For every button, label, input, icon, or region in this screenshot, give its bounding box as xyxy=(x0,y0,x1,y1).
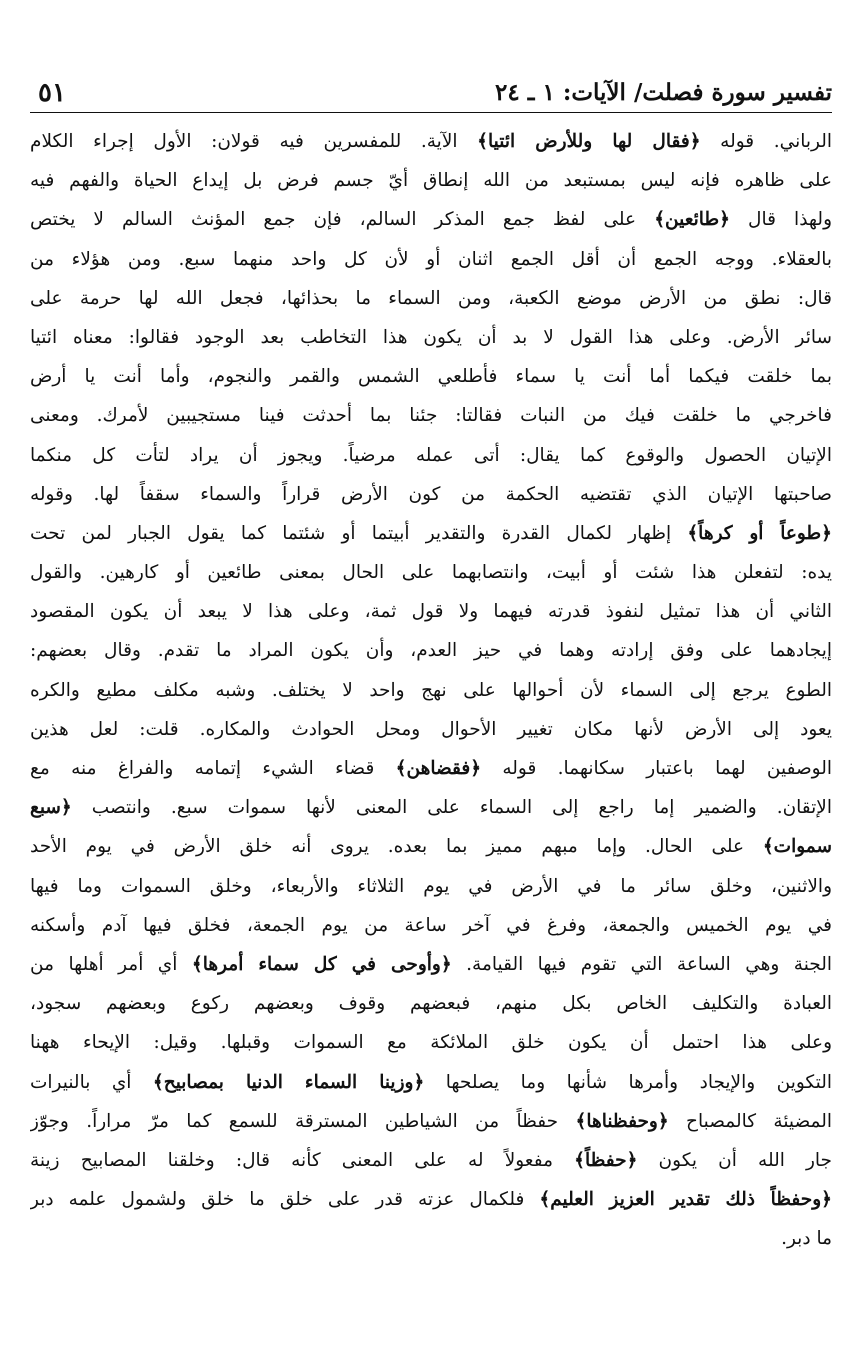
text-run: العبادة والتكليف الخاص بكل منهم، فبعضهم وقوف وبعضهم ركوع وبعضهم سجود، xyxy=(30,993,832,1015)
text-line xyxy=(30,631,832,670)
text-run: وعلى هذا احتمل أن يكون خلق الملائكة مع السموات وقبلها. وقيل: الإيحاء ههنا xyxy=(30,1032,832,1054)
text-line xyxy=(30,827,832,866)
text-run: سائر الأرض. وعلى هذا القول لا بد أن يكون هذا التخاطب بعد الوجود فقالوا: معناه ائتيا xyxy=(30,326,832,348)
text-run: أي أمر أهلها من xyxy=(30,953,192,975)
text-line xyxy=(30,240,832,279)
text-line xyxy=(30,749,832,788)
text-run: والاثنين، وخلق سائر ما في الأرض في يوم الثلاثاء والأربعاء، وخلق السموات وما فيها xyxy=(30,875,832,897)
text-line xyxy=(30,122,832,161)
text-run: التكوين والإيجاد وأمرها شأنها وما يصلحها xyxy=(424,1071,832,1093)
text-line xyxy=(30,592,832,631)
text-run: جار الله أن يكون xyxy=(637,1149,832,1171)
text-run: إيجادهما على وفق إرادته وهما في حيز العدم، وأن يكون المراد ما تقدم. وقال بعضهم: xyxy=(30,640,832,662)
text-run: ولهذا قال xyxy=(729,209,832,231)
text-run: فاخرجي ما خلقت فيك من النبات فقالتا: جئنا بما أحدثت فينا مستجيبين لأمرك. ومعنى xyxy=(30,405,832,427)
text-line xyxy=(30,161,832,200)
text-line xyxy=(30,553,832,592)
text-run: المضيئة كالمصباح xyxy=(668,1110,832,1132)
text-run: فلكمال عزته قدر على خلق ما خلق ولشمول علمه دبر xyxy=(30,1189,540,1211)
body-text xyxy=(30,122,832,1258)
text-run: الإتقان. والضمير إما راجع إلى السماء على المعنى لأنها سموات سبع. وانتصب xyxy=(71,797,832,819)
quran-quote: ﴿طائعين﴾ xyxy=(654,209,730,231)
quran-quote: ﴿حفظاً﴾ xyxy=(574,1149,638,1171)
text-line xyxy=(30,318,832,357)
text-run: الرباني. قوله xyxy=(700,131,832,152)
text-run: على ظاهره فإنه ليس بمستبعد من الله إنطاق أيّ جسم فرض بل إيداع الحياة والفهم فيه xyxy=(30,170,832,192)
page-header xyxy=(30,76,832,113)
text-line xyxy=(30,1063,832,1102)
text-run: بالعقلاء. ووجه الجمع أن أقل الجمع اثنان أو لأن كل واحد منهما سبع. ومن هؤلاء من xyxy=(30,248,832,270)
text-run: صاحبتها الإتيان الذي تقتضيه الحكمة من كون الأرض قراراً والسماء سقفاً لها. وقوله xyxy=(30,483,832,505)
text-run: بما خلقت فيكما أما أنت يا سماء فأطلعي الشمس والقمر والنجوم، وأما أنت يا أرض xyxy=(30,366,832,388)
text-line xyxy=(30,671,832,710)
text-run: الطوع يرجع إلى السماء لأن أحوالها على نهج واحد لا يختلف. وشبه مكلف مطيع والكره xyxy=(30,679,832,701)
text-run: على لفظ جمع المذكر السالم، فإن جمع المؤنث السالم لا يختص xyxy=(30,209,655,231)
text-line xyxy=(30,710,832,749)
text-line xyxy=(30,436,832,475)
text-line xyxy=(30,514,832,553)
text-line xyxy=(30,475,832,514)
quran-quote: ﴿وحفظاً ذلك تقدير العزيز العليم﴾ xyxy=(539,1189,832,1211)
text-run: قضاء الشيء إتمامه والفراغ منه مع xyxy=(30,758,396,779)
text-line xyxy=(30,906,832,945)
text-run: ما دبر. xyxy=(781,1228,832,1250)
quran-quote: ﴿وأوحى في كل سماء أمرها﴾ xyxy=(191,953,452,975)
text-run: الوصفين لهما باعتبار سكانهما. قوله xyxy=(481,758,832,779)
text-line xyxy=(30,945,832,984)
text-run: قال: نطق من الأرض موضع الكعبة، ومن السماء ما بحذائها، فجعل الله لها حرمة على xyxy=(30,287,832,309)
text-run: أي بالنيرات xyxy=(30,1071,153,1093)
quran-quote: ﴿طوعاً أو كرهاً﴾ xyxy=(687,522,832,544)
quran-quote: ﴿فقال لها وللأرض ائتيا﴾ xyxy=(477,131,701,152)
text-line xyxy=(30,279,832,318)
text-line xyxy=(30,357,832,396)
text-line xyxy=(30,867,832,906)
quran-quote: ﴿وزينا السماء الدنيا بمصابيح﴾ xyxy=(152,1071,425,1093)
quran-quote: سموات﴾ xyxy=(762,836,832,858)
text-line xyxy=(30,200,832,239)
quran-quote: ﴿سبع xyxy=(30,797,72,819)
text-run: إظهار لكمال القدرة والتقدير أبيتما أو شئتما كما يقول الجبار لمن تحت xyxy=(30,522,688,544)
page-number: ٥١ xyxy=(38,78,66,108)
text-line xyxy=(30,788,832,827)
text-line xyxy=(30,1180,832,1219)
text-line xyxy=(30,1219,832,1258)
text-run: على الحال. وإما مبهم مميز بما بعده. يروى أنه خلق الأرض في يوم الأحد xyxy=(30,836,763,858)
text-run: في يوم الخميس والجمعة، وفرغ في آخر ساعة من يوم الجمعة، فخلق فيها آدم وأسكنه xyxy=(30,914,832,936)
quran-quote: ﴿وحفظناها﴾ xyxy=(575,1110,669,1132)
text-run: الإتيان الحصول والوقوع كما يقال: أتى عمله مرضياً. ويجوز أن يراد لتأت كل منكما xyxy=(30,444,832,466)
text-run: يده: لتفعلن هذا شئت أو أبيت، وانتصابهما على الحال بمعنى طائعين أو كارهين. والقول xyxy=(30,562,832,584)
text-line xyxy=(30,1023,832,1062)
text-run: الجنة وهي الساعة التي تقوم فيها القيامة. xyxy=(451,953,832,975)
running-title: تفسير سورة فصلت/ الآيات: ١ ـ ٢٤ xyxy=(495,79,832,106)
text-line xyxy=(30,1102,832,1141)
text-line xyxy=(30,984,832,1023)
text-run: مفعولاً له على المعنى كأنه قال: وخلقنا المصابيح زينة xyxy=(30,1149,575,1171)
text-run: الثاني أن هذا تمثيل لنفوذ قدرته فيهما ولا قول ثمة، وعلى هذا لا يبعد أن يكون المقصود xyxy=(30,601,832,623)
text-line xyxy=(30,1141,832,1180)
text-run: يعود إلى الأرض لأنها مكان تغيير الأحوال ومحل الحوادث والمكاره. قلت: لعل هذين xyxy=(30,718,832,740)
quran-quote: ﴿فقضاهن﴾ xyxy=(395,758,482,779)
text-line xyxy=(30,396,832,435)
text-run: الآية. للمفسرين فيه قولان: الأول إجراء الكلام xyxy=(30,131,478,152)
text-run: حفظاً من الشياطين المسترقة للسمع كما مرّ مراراً. وجوّز xyxy=(30,1110,576,1132)
